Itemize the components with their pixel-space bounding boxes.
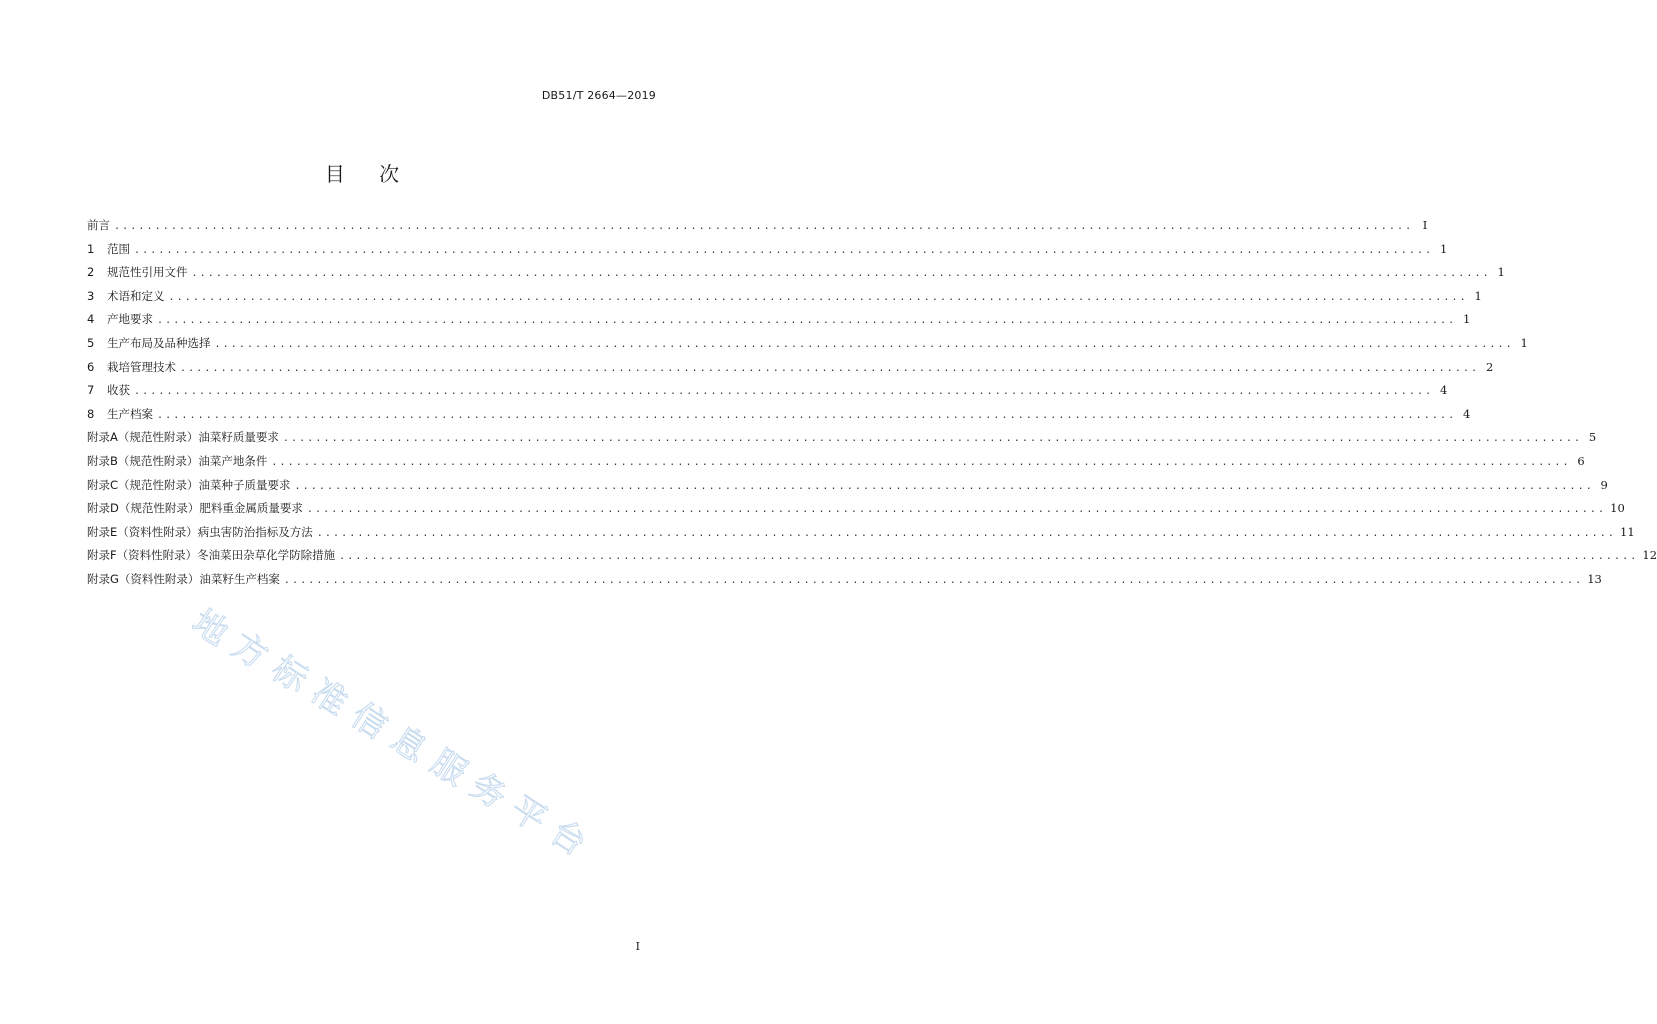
toc-dot-leader: ................................................................................................................................................................: [316, 527, 1617, 539]
page-title: 目 次: [324, 162, 400, 186]
toc-entry-label: [87, 217, 110, 233]
toc-entry-label: [87, 477, 291, 493]
toc-entry-page: 1: [1497, 265, 1505, 280]
toc-entry-label: [87, 453, 267, 469]
toc-entry-number: 5: [87, 335, 95, 350]
watermark-char: 台: [542, 811, 594, 865]
toc-entry-number: 7: [87, 383, 95, 398]
toc-entry[interactable]: [87, 382, 1448, 406]
watermark-char: 方: [224, 625, 275, 678]
toc-entry-label: [87, 500, 303, 516]
toc-entry-page: 10: [1610, 501, 1625, 516]
document-code: DB51/T 2664—2019: [541, 89, 656, 102]
toc-dot-leader: ................................................................................................................................................................: [180, 362, 1480, 374]
toc-entry-text: 产地要求: [107, 312, 153, 327]
toc-entry-number: 1: [87, 241, 95, 256]
toc-entry-label: [87, 335, 211, 351]
toc-entry-label: [87, 406, 153, 422]
toc-entry-label: [87, 429, 279, 445]
toc-dot-leader: ................................................................................................................................................................: [294, 480, 1594, 492]
toc-entry-page: 6: [1577, 453, 1585, 468]
toc-entry-label: [87, 311, 153, 327]
toc-entry-text: 附录B（规范性附录）油菜产地条件: [87, 453, 268, 468]
toc-entry-page: 1: [1439, 241, 1448, 256]
toc-entry-text: 附录E（资料性附录）病虫害防治指标及方法: [87, 524, 313, 539]
footer-page-number: I: [635, 940, 640, 953]
toc-entry-text: 附录G（资料性附录）油菜籽生产档案: [87, 571, 280, 586]
table-of-contents: [87, 217, 1657, 595]
watermark-char: 信: [343, 695, 395, 748]
toc-entry-page: 13: [1587, 571, 1602, 586]
watermark-char: 标: [264, 648, 315, 701]
toc-entry-label: [87, 288, 165, 304]
toc-entry-page: I: [1422, 218, 1428, 232]
toc-entry-number: 2: [87, 265, 95, 280]
toc-entry[interactable]: [87, 429, 1597, 453]
toc-dot-leader: ................................................................................................................................................................: [283, 574, 1584, 586]
toc-entry-text: 范围: [107, 241, 130, 256]
toc-entry-label: [87, 359, 176, 375]
watermark-char: 服: [423, 741, 474, 795]
toc-entry[interactable]: [87, 359, 1494, 383]
watermark-char: 地: [184, 601, 236, 655]
toc-entry[interactable]: [87, 453, 1585, 477]
toc-dot-leader: ................................................................................................................................................................: [282, 433, 1583, 445]
watermark-char: 平: [503, 788, 554, 841]
toc-entry-page: 9: [1600, 477, 1608, 492]
toc-dot-leader: ................................................................................................................................................................: [157, 315, 1457, 327]
toc-entry-page: 5: [1588, 430, 1597, 445]
toc-entry-page: 2: [1485, 359, 1494, 374]
toc-dot-leader: ................................................................................................................................................................: [339, 551, 1639, 563]
watermark-char: 准: [304, 671, 355, 725]
toc-entry-text: 术语和定义: [107, 288, 165, 303]
toc-entry-number: 6: [87, 359, 95, 374]
toc-entry-page: 11: [1620, 524, 1635, 539]
toc-dot-leader: ................................................................................................................................................................: [214, 338, 1514, 350]
toc-entry-page: 4: [1439, 383, 1448, 398]
toc-entry[interactable]: [87, 264, 1505, 288]
toc-entry-text: 附录D（规范性附录）肥料重金属质量要求: [87, 501, 303, 516]
toc-entry-label: [87, 524, 313, 540]
toc-entry[interactable]: [87, 571, 1602, 595]
toc-entry-page: 1: [1474, 288, 1482, 303]
toc-entry-page: 12: [1642, 548, 1657, 563]
toc-entry[interactable]: [87, 547, 1657, 571]
toc-entry[interactable]: [87, 477, 1608, 501]
toc-entry-text: 前言: [87, 218, 110, 232]
toc-entry[interactable]: [87, 335, 1528, 359]
toc-entry[interactable]: [87, 500, 1625, 524]
toc-entry-page: 1: [1462, 312, 1471, 327]
toc-dot-leader: ................................................................................................................................................................: [271, 456, 1571, 468]
toc-entry-text: 收获: [107, 383, 130, 398]
toc-entry-number: 3: [87, 288, 95, 303]
toc-entry-number: 4: [87, 312, 95, 327]
toc-entry-text: 附录A（规范性附录）油菜籽质量要求: [87, 430, 279, 445]
toc-entry[interactable]: [87, 217, 1428, 241]
toc-entry-label: [87, 382, 130, 398]
watermark-char: 息: [383, 718, 435, 771]
toc-entry-text: 规范性引用文件: [107, 265, 188, 280]
toc-entry-label: [87, 547, 335, 563]
toc-entry-page: 4: [1462, 406, 1471, 421]
toc-dot-leader: ................................................................................................................................................................: [306, 504, 1607, 516]
toc-dot-leader: ................................................................................................................................................................: [134, 386, 1434, 398]
toc-entry-text: 附录F（资料性附录）冬油菜田杂草化学防除措施: [87, 548, 336, 563]
toc-dot-leader: ................................................................................................................................................................: [168, 291, 1468, 303]
toc-entry-text: 生产档案: [107, 406, 153, 421]
toc-entry[interactable]: [87, 311, 1471, 335]
toc-entry[interactable]: [87, 241, 1448, 265]
toc-dot-leader: ................................................................................................................................................................: [134, 244, 1434, 256]
toc-entry-label: [87, 241, 130, 257]
toc-entry-text: 栽培管理技术: [107, 359, 176, 374]
toc-entry[interactable]: [87, 288, 1482, 312]
toc-entry-text: 生产布局及品种选择: [107, 335, 211, 350]
toc-entry-text: 附录C（规范性附录）油菜种子质量要求: [87, 477, 291, 492]
toc-dot-leader: ................................................................................................................................................................: [157, 409, 1457, 421]
toc-entry[interactable]: [87, 406, 1471, 430]
toc-entry-label: [87, 571, 280, 587]
toc-entry-page: 1: [1520, 335, 1528, 350]
toc-entry-number: 8: [87, 406, 95, 421]
toc-entry[interactable]: [87, 524, 1635, 548]
watermark-char: 务: [463, 765, 514, 818]
toc-dot-leader: ................................................................................................................................................................: [191, 268, 1491, 280]
toc-dot-leader: ................................................................................................................................................................: [114, 221, 1414, 232]
toc-entry-label: [87, 264, 188, 280]
